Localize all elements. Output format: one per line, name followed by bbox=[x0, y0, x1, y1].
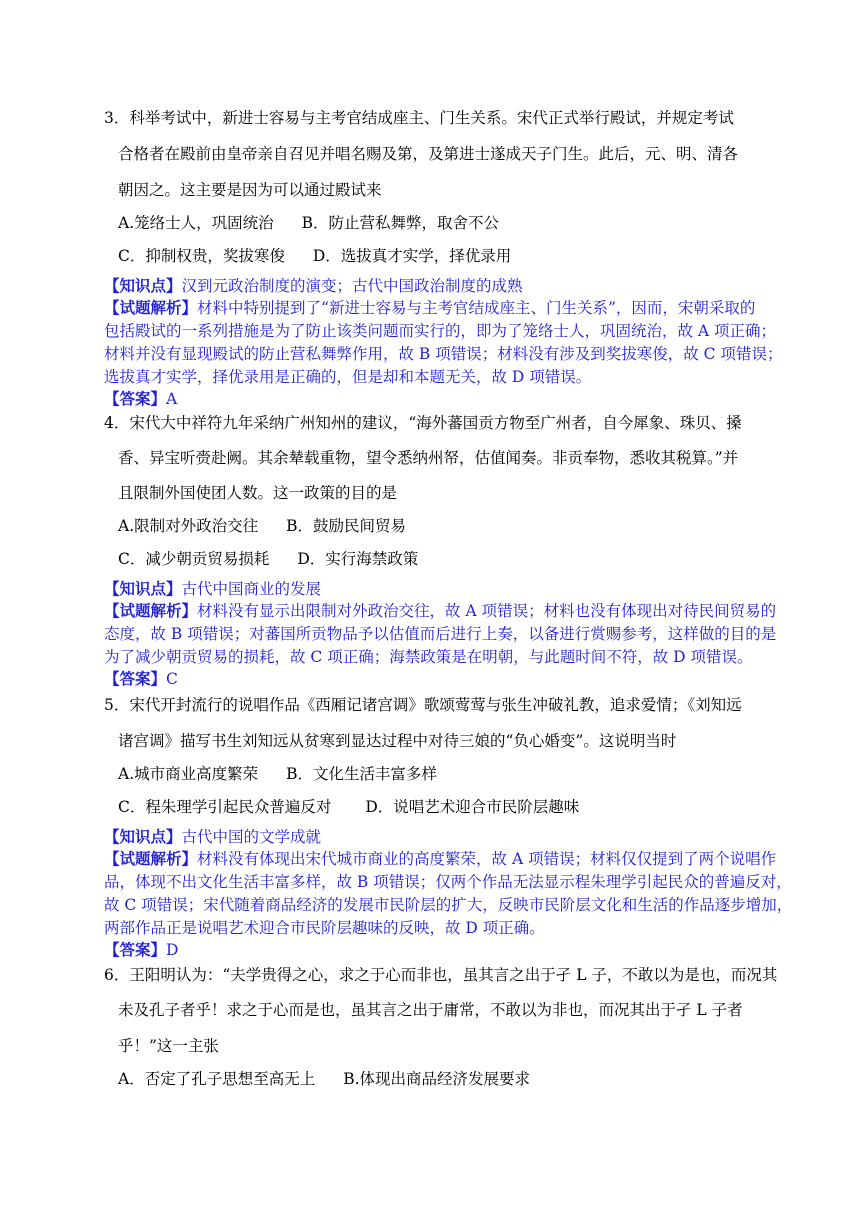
question-6-stem-line-1: 6．王阳明认为：“夫学贵得之心，求之于心而非也，虽其言之出于孑 L 子，不敢以为是也，而况其 bbox=[104, 966, 778, 984]
question-5-stem-line-2: 诸宫调》描写书生刘知远从贫寒到显达过程中对待三娘的“负心婚变”。这说明当时 bbox=[118, 732, 677, 750]
question-3-options-row-1 bbox=[118, 213, 499, 233]
question-5-option-b: B．文化生活丰富多样 bbox=[286, 765, 438, 783]
knowledge-text: 汉到元政治制度的演变；古代中国政治制度的成熟 bbox=[181, 277, 523, 295]
question-5-analysis-line-1 bbox=[104, 849, 776, 869]
question-4-option-b: B．鼓励民间贸易 bbox=[286, 517, 407, 535]
knowledge-tag: 【知识点】 bbox=[104, 827, 182, 846]
answer-tag: 【答案】 bbox=[104, 389, 167, 408]
question-5-analysis-line-2: 品，体现不出文化生活丰富多样，故 B 项错误；仅两个作品无法显示程朱理学引起民众的普遍反对， bbox=[104, 873, 792, 891]
question-4-option-d: D．实行海禁政策 bbox=[297, 550, 419, 568]
question-4-option-a: A.限制对外政治交往 bbox=[118, 517, 259, 535]
question-5-options-row-2 bbox=[118, 797, 579, 817]
question-6-option-b: B.体现出商品经济发展要求 bbox=[343, 1070, 531, 1088]
analysis-tag: 【试题解析】 bbox=[104, 849, 198, 868]
knowledge-text: 古代中国商业的发展 bbox=[181, 580, 322, 598]
question-3-analysis-line-4: 选拔真才实学，择优录用是正确的，但是却和本题无关，故 D 项错误。 bbox=[104, 368, 592, 386]
question-3-option-d: D．选拔真才实学，择优录用 bbox=[312, 247, 512, 265]
question-3-knowledge-point bbox=[104, 276, 523, 296]
question-3-stem-line-2: 合格者在殿前由皇帝亲自召见并唱名赐及第，及第进士遂成天子门生。此后，元、明、清各 bbox=[118, 145, 739, 163]
question-4-analysis-line-3: 为了减少朝贡贸易的损耗，故 C 项正确；海禁政策是在明朝，与此题时间不符，故 D 项错误。 bbox=[104, 648, 753, 666]
analysis-text: 材料没有体现出宋代城市商业的高度繁荣，故 A 项错误；材料仅仅提到了两个说唱作 bbox=[197, 850, 777, 868]
question-4-options-row-1 bbox=[118, 516, 406, 536]
question-6-stem-line-3: 乎！”这一主张 bbox=[118, 1037, 219, 1055]
question-4-options-row-2 bbox=[118, 549, 418, 569]
answer-text: A bbox=[166, 390, 178, 408]
answer-text: C bbox=[166, 670, 178, 688]
question-3-answer bbox=[104, 389, 177, 409]
knowledge-text: 古代中国的文学成就 bbox=[181, 828, 322, 846]
question-3-options-row-2 bbox=[118, 246, 511, 266]
question-4-answer bbox=[104, 669, 178, 689]
question-5-option-a: A.城市商业高度繁荣 bbox=[118, 765, 259, 783]
question-6-stem-line-2: 未及孔子者乎！求之于心而是也，虽其言之出于庸常，不敢以为非也，而况其出于孑 L 子者 bbox=[118, 1001, 743, 1019]
question-6-options-row-1 bbox=[118, 1069, 530, 1089]
question-4-stem-line-3: 且限制外国使团人数。这一政策的目的是 bbox=[118, 484, 398, 502]
question-3-stem-line-1: 3．科举考试中，新进士容易与主考官结成座主、门生关系。宋代正式举行殿试，并规定考试 bbox=[104, 109, 734, 127]
answer-tag: 【答案】 bbox=[104, 940, 167, 959]
analysis-tag: 【试题解析】 bbox=[104, 601, 198, 620]
question-3-analysis-line-1 bbox=[104, 298, 755, 318]
analysis-tag: 【试题解析】 bbox=[104, 298, 198, 317]
question-5-stem-line-1: 5．宋代开封流行的说唱作品《西厢记诸宫调》歌颂莺莺与张生冲破礼教，追求爱情；《刘知远 bbox=[104, 696, 742, 714]
answer-text: D bbox=[166, 941, 179, 959]
question-3-analysis-line-3: 材料并没有显现殿试的防止营私舞弊作用，故 B 项错误；材料没有涉及到奖拔寒俊，故 C 项错误； bbox=[104, 345, 783, 363]
knowledge-tag: 【知识点】 bbox=[104, 579, 182, 598]
answer-tag: 【答案】 bbox=[104, 669, 167, 688]
question-4-analysis-line-2: 态度，故 B 项错误；对蕃国所贡物品予以估值而后进行上奏，以备进行赏赐参考，这样做的目的是 bbox=[104, 625, 777, 643]
question-6-option-a: A．否定了孔子思想至高无上 bbox=[118, 1070, 316, 1088]
question-4-option-c: C．减少朝贡贸易损耗 bbox=[118, 550, 270, 568]
question-5-option-c: C．程朱理学引起民众普遍反对 bbox=[118, 798, 332, 816]
question-4-stem-line-1: 4．宋代大中祥符九年采纳广州知州的建议，“海外蕃国贡方物至广州者，自今犀象、珠贝、搡 bbox=[104, 414, 742, 432]
question-5-analysis-line-4: 两部作品正是说唱艺术迎合市民阶层趣味的反映，故 D 项正确。 bbox=[104, 919, 545, 937]
analysis-text: 材料中特别提到了“新进士容易与主考官结成座主、门生关系”，因而，宋朝采取的 bbox=[197, 299, 756, 317]
question-5-option-d: D．说唱艺术迎合市民阶层趣味 bbox=[365, 798, 580, 816]
analysis-text: 材料没有显示出限制对外政治交往，故 A 项错误；材料也没有体现出对待民间贸易的 bbox=[197, 602, 777, 620]
question-4-analysis-line-1 bbox=[104, 601, 776, 621]
question-3-stem-line-3: 朝因之。这主要是因为可以通过殿试来 bbox=[118, 181, 382, 199]
question-3-analysis-line-2: 包括殿试的一系列措施是为了防止该类问题而实行的，即为了笼络士人，巩固统治，故 A 项正确； bbox=[104, 322, 777, 340]
question-3-option-c: C．抑制权贵，奖拔寒俊 bbox=[118, 247, 285, 265]
question-5-answer bbox=[104, 940, 178, 960]
question-5-options-row-1 bbox=[118, 764, 437, 784]
question-4-stem-line-2: 香、异宝听赍赴阙。其余辇载重物，望令悉纳州帑，估值闻奏。非贡奉物，悉收其税算。”并 bbox=[118, 449, 739, 467]
question-3-option-b: B．防止营私舞弊，取舍不公 bbox=[301, 214, 500, 232]
question-4-knowledge-point bbox=[104, 579, 321, 599]
question-3-option-a: A.笼络士人，巩固统治 bbox=[118, 214, 274, 232]
question-5-knowledge-point bbox=[104, 827, 321, 847]
question-5-analysis-line-3: 故 C 项错误；宋代随着商品经济的发展市民阶层的扩大，反映市民阶层文化和生活的作品逐步增加， bbox=[104, 896, 793, 914]
knowledge-tag: 【知识点】 bbox=[104, 276, 182, 295]
